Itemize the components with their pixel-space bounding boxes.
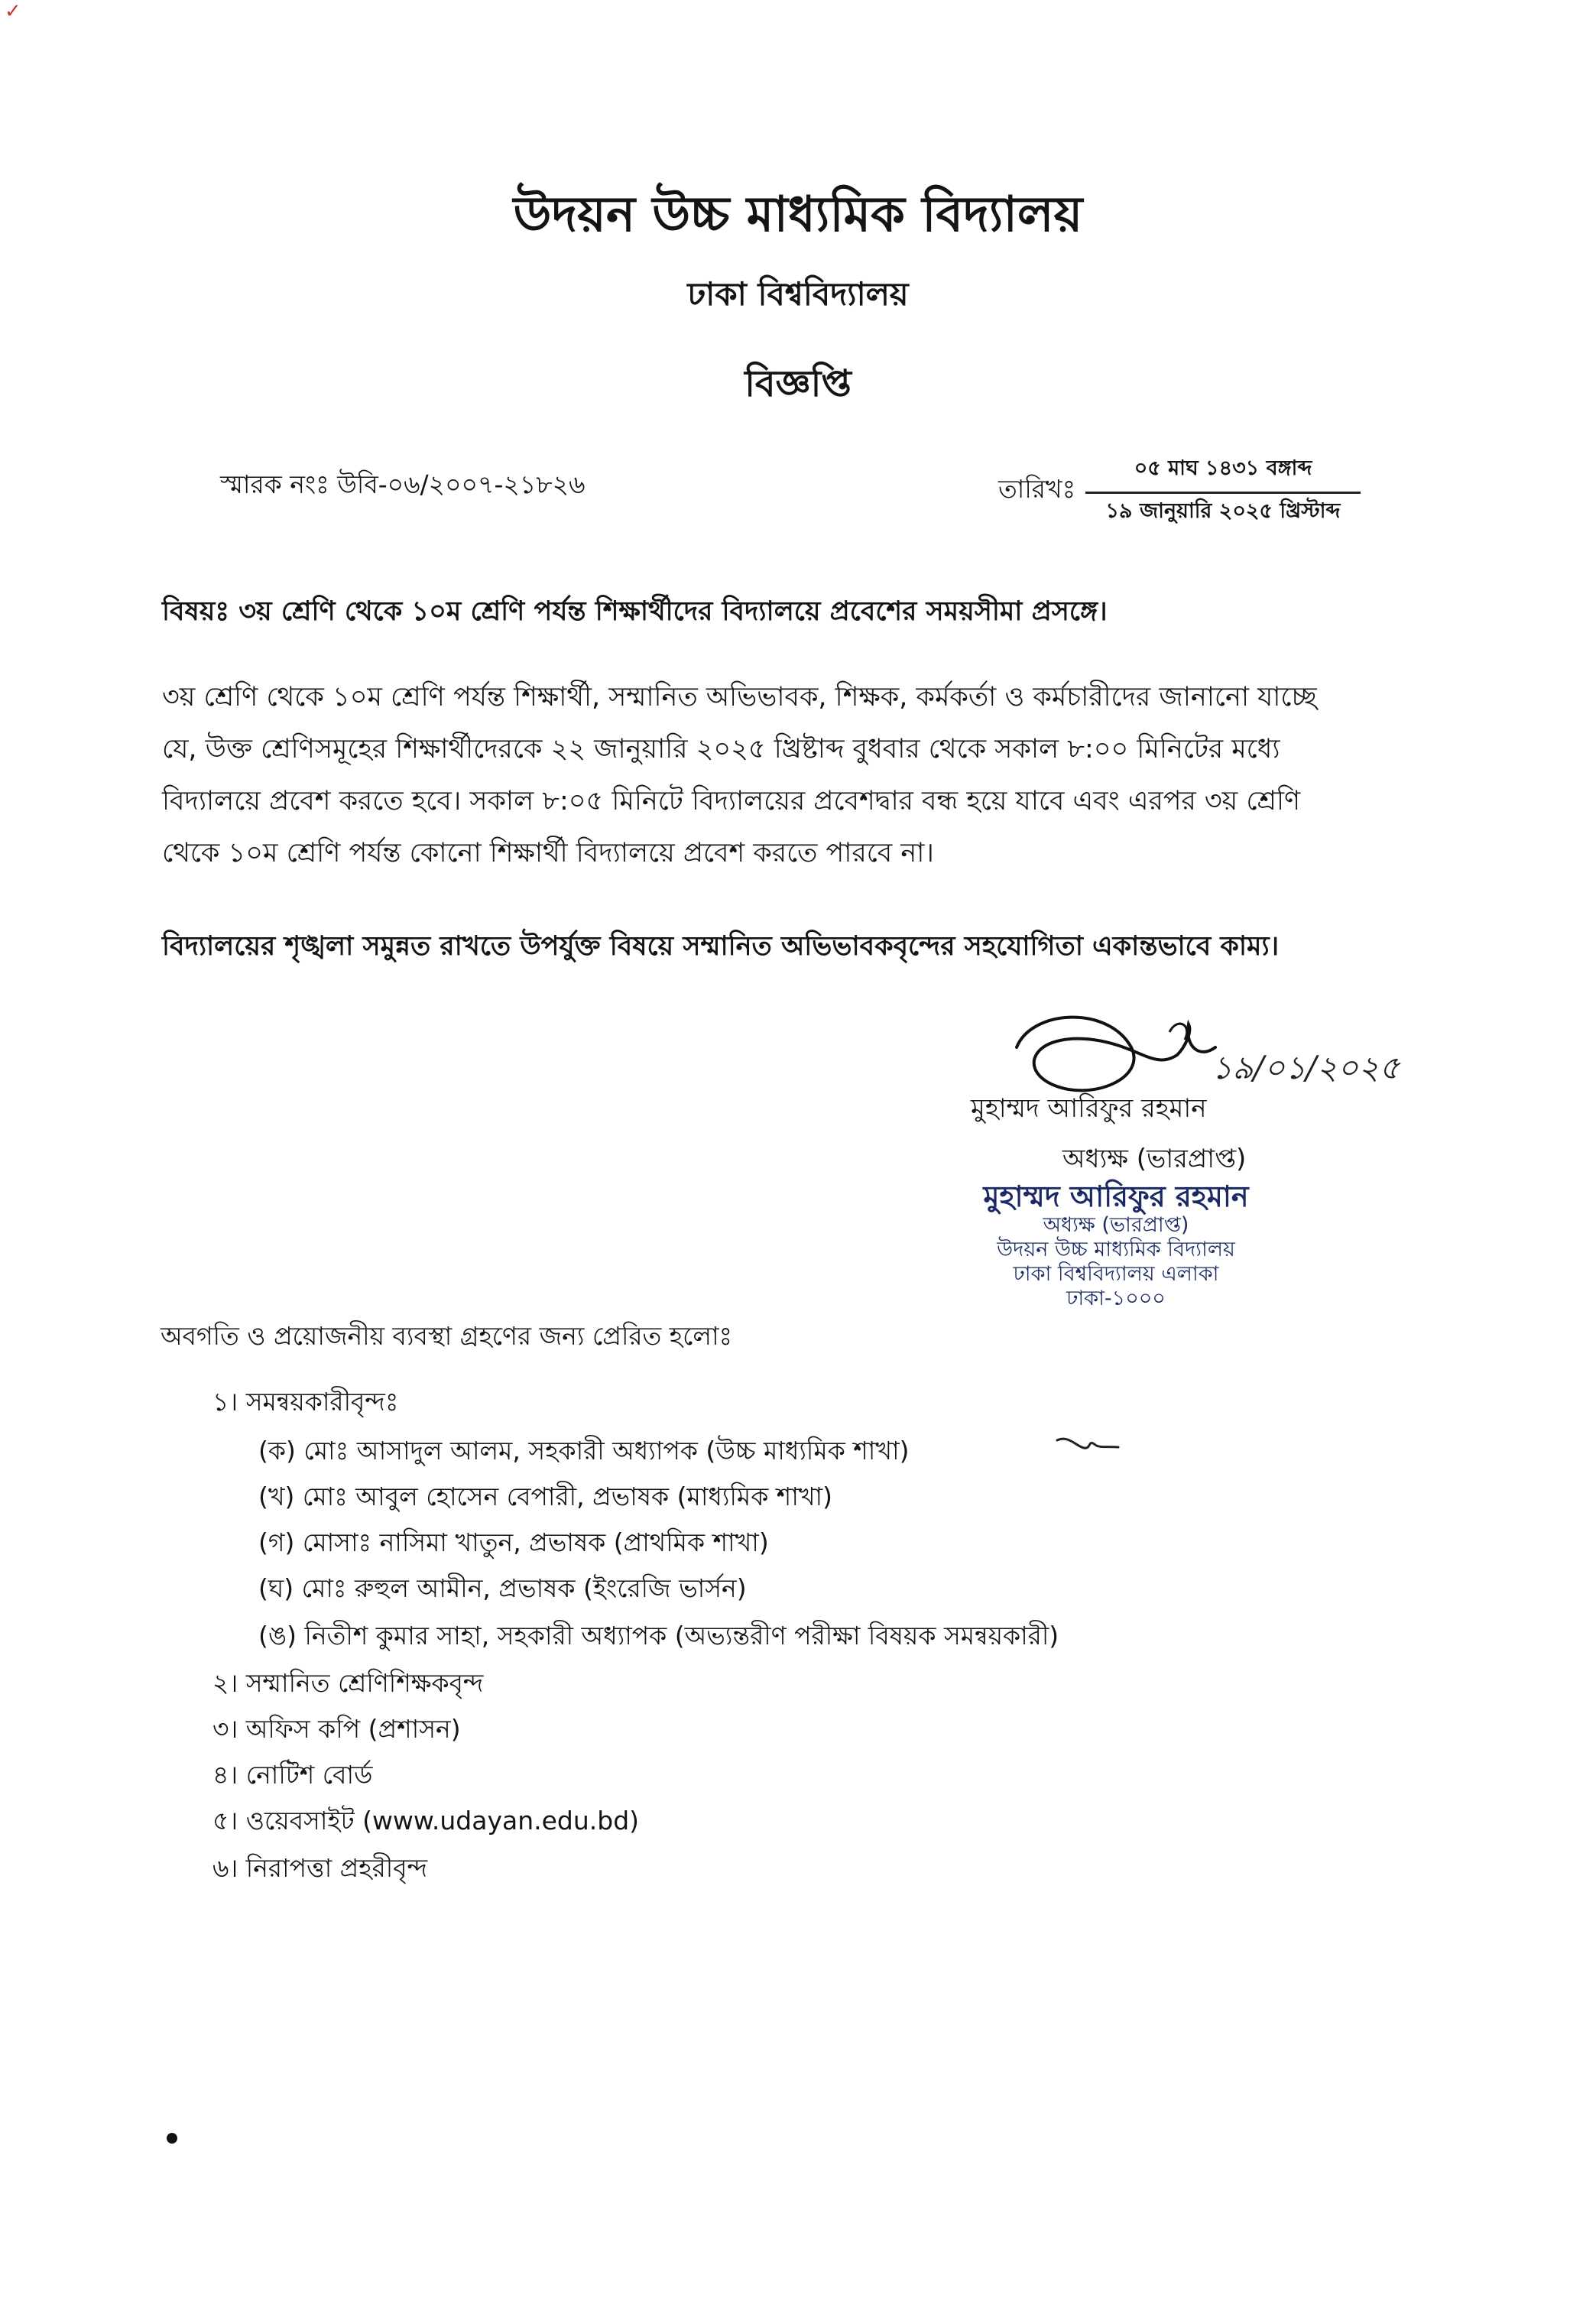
school-name: উদয়ন উচ্চ মাধ্যমিক বিদ্যালয় — [513, 187, 1083, 243]
notice-title: বিজ্ঞপ্তি — [744, 362, 852, 405]
initial-scribble — [1053, 1431, 1122, 1462]
distribution-intro: অবগতি ও প্রয়োজনীয় ব্যবস্থা গ্রহণের জন্য প্রেরিত হলোঃ — [161, 1321, 733, 1351]
sub-list-item: (খ) মোঃ আবুল হোসেন বেপারী, প্রভাষক (মাধ্যমিক শাখা) — [258, 1482, 833, 1511]
list-item: ১। সমন্বয়কারীবৃন্দঃ — [212, 1387, 399, 1417]
handwritten-date: ১৯/০১/২০২৫ — [1212, 1049, 1400, 1086]
seal-name: মুহাম্মদ আরিফুর রহমান — [983, 1180, 1249, 1213]
date-label: তারিখঃ — [998, 474, 1076, 504]
sub-list-item: (ঙ) নিতীশ কুমার সাহা, সহকারী অধ্যাপক (অভ্যন্তরীণ পরীক্ষা বিষয়ক সমন্বয়কারী) — [258, 1621, 1059, 1650]
body-line: বিদ্যালয়ে প্রবেশ করতে হবে। সকাল ৮:০৫ মিনিটে বিদ্যালয়ের প্রবেশদ্বার বন্ধ হয়ে যাবে এবং এরপর ৩য় শ্রেণি — [162, 786, 1301, 816]
date-gregorian: ১৯ জানুয়ারি ২০২৫ খ্রিস্টাব্দ — [1105, 499, 1341, 523]
list-item: ৫। ওয়েবসাইট (www.udayan.edu.bd) — [212, 1806, 640, 1836]
memo-number: স্মারক নংঃ উবি-০৬/২০০৭-২১৮২৬ — [220, 469, 586, 499]
seal-line: উদয়ন উচ্চ মাধ্যমিক বিদ্যালয় — [997, 1238, 1235, 1261]
seal-line: অধ্যক্ষ (ভারপ্রাপ্ত) — [1043, 1213, 1189, 1237]
list-item: ৪। নোটিশ বোর্ড — [212, 1760, 373, 1790]
check-mark: ✓ — [5, 0, 21, 23]
sub-list-item: (ঘ) মোঃ রুহুল আমীন, প্রভাষক (ইংরেজি ভার্সন) — [258, 1573, 747, 1603]
ink-dot — [167, 2133, 177, 2144]
body-line: ৩য় শ্রেণি থেকে ১০ম শ্রেণি পর্যন্ত শিক্ষার্থী, সম্মানিত অভিভাবক, শিক্ষক, কর্মকর্তা ও কর্মচারীদের জানানো যাচ্ছে — [162, 682, 1317, 712]
list-item: ২। সম্মানিত শ্রেণিশিক্ষকবৃন্দ — [212, 1668, 484, 1698]
seal-line: ঢাকা-১০০০ — [1066, 1287, 1166, 1310]
subject-line: বিষয়ঃ ৩য় শ্রেণি থেকে ১০ম শ্রেণি পর্যন্ত শিক্ষার্থীদের বিদ্যালয়ে প্রবেশের সময়সীমা প্রসঙ্গে। — [162, 596, 1108, 627]
closing-line: বিদ্যালয়ের শৃঙ্খলা সমুন্নত রাখতে উপর্যুক্ত বিষয়ে সম্মানিত অভিভাবকবৃন্দের সহযোগিতা একান্তভাবে কাম্য। — [162, 931, 1280, 962]
list-item: ৬। নিরাপত্তা প্রহরীবৃন্দ — [212, 1853, 428, 1883]
body-line: যে, উক্ত শ্রেণিসমূহের শিক্ষার্থীদেরকে ২২ জানুয়ারি ২০২৫ খ্রিষ্টাব্দ বুধবার থেকে সকাল ৮:০০ মিনিটের মধ্যে — [162, 734, 1280, 764]
list-item: ৩। অফিস কপি (প্রশাসন) — [212, 1714, 461, 1744]
signatory-title: অধ্যক্ষ (ভারপ্রাপ্ত) — [1062, 1144, 1247, 1174]
campus-name: ঢাকা বিশ্ববিদ্যালয় — [687, 275, 909, 313]
date-bengali: ০৫ মাঘ ১৪৩১ বঙ্গাব্দ — [1085, 453, 1361, 494]
sub-list-item: (গ) মোসাঃ নাসিমা খাতুন, প্রভাষক (প্রাথমিক শাখা) — [258, 1527, 769, 1557]
signatory-name: মুহাম্মদ আরিফুর রহমান — [971, 1093, 1207, 1124]
sub-list-item: (ক) মোঃ আসাদুল আলম, সহকারী অধ্যাপক (উচ্চ মাধ্যমিক শাখা) — [258, 1436, 910, 1465]
body-line: থেকে ১০ম শ্রেণি পর্যন্ত কোনো শিক্ষার্থী বিদ্যালয়ে প্রবেশ করতে পারবে না। — [162, 838, 934, 868]
seal-line: ঢাকা বিশ্ববিদ্যালয় এলাকা — [1013, 1262, 1219, 1286]
